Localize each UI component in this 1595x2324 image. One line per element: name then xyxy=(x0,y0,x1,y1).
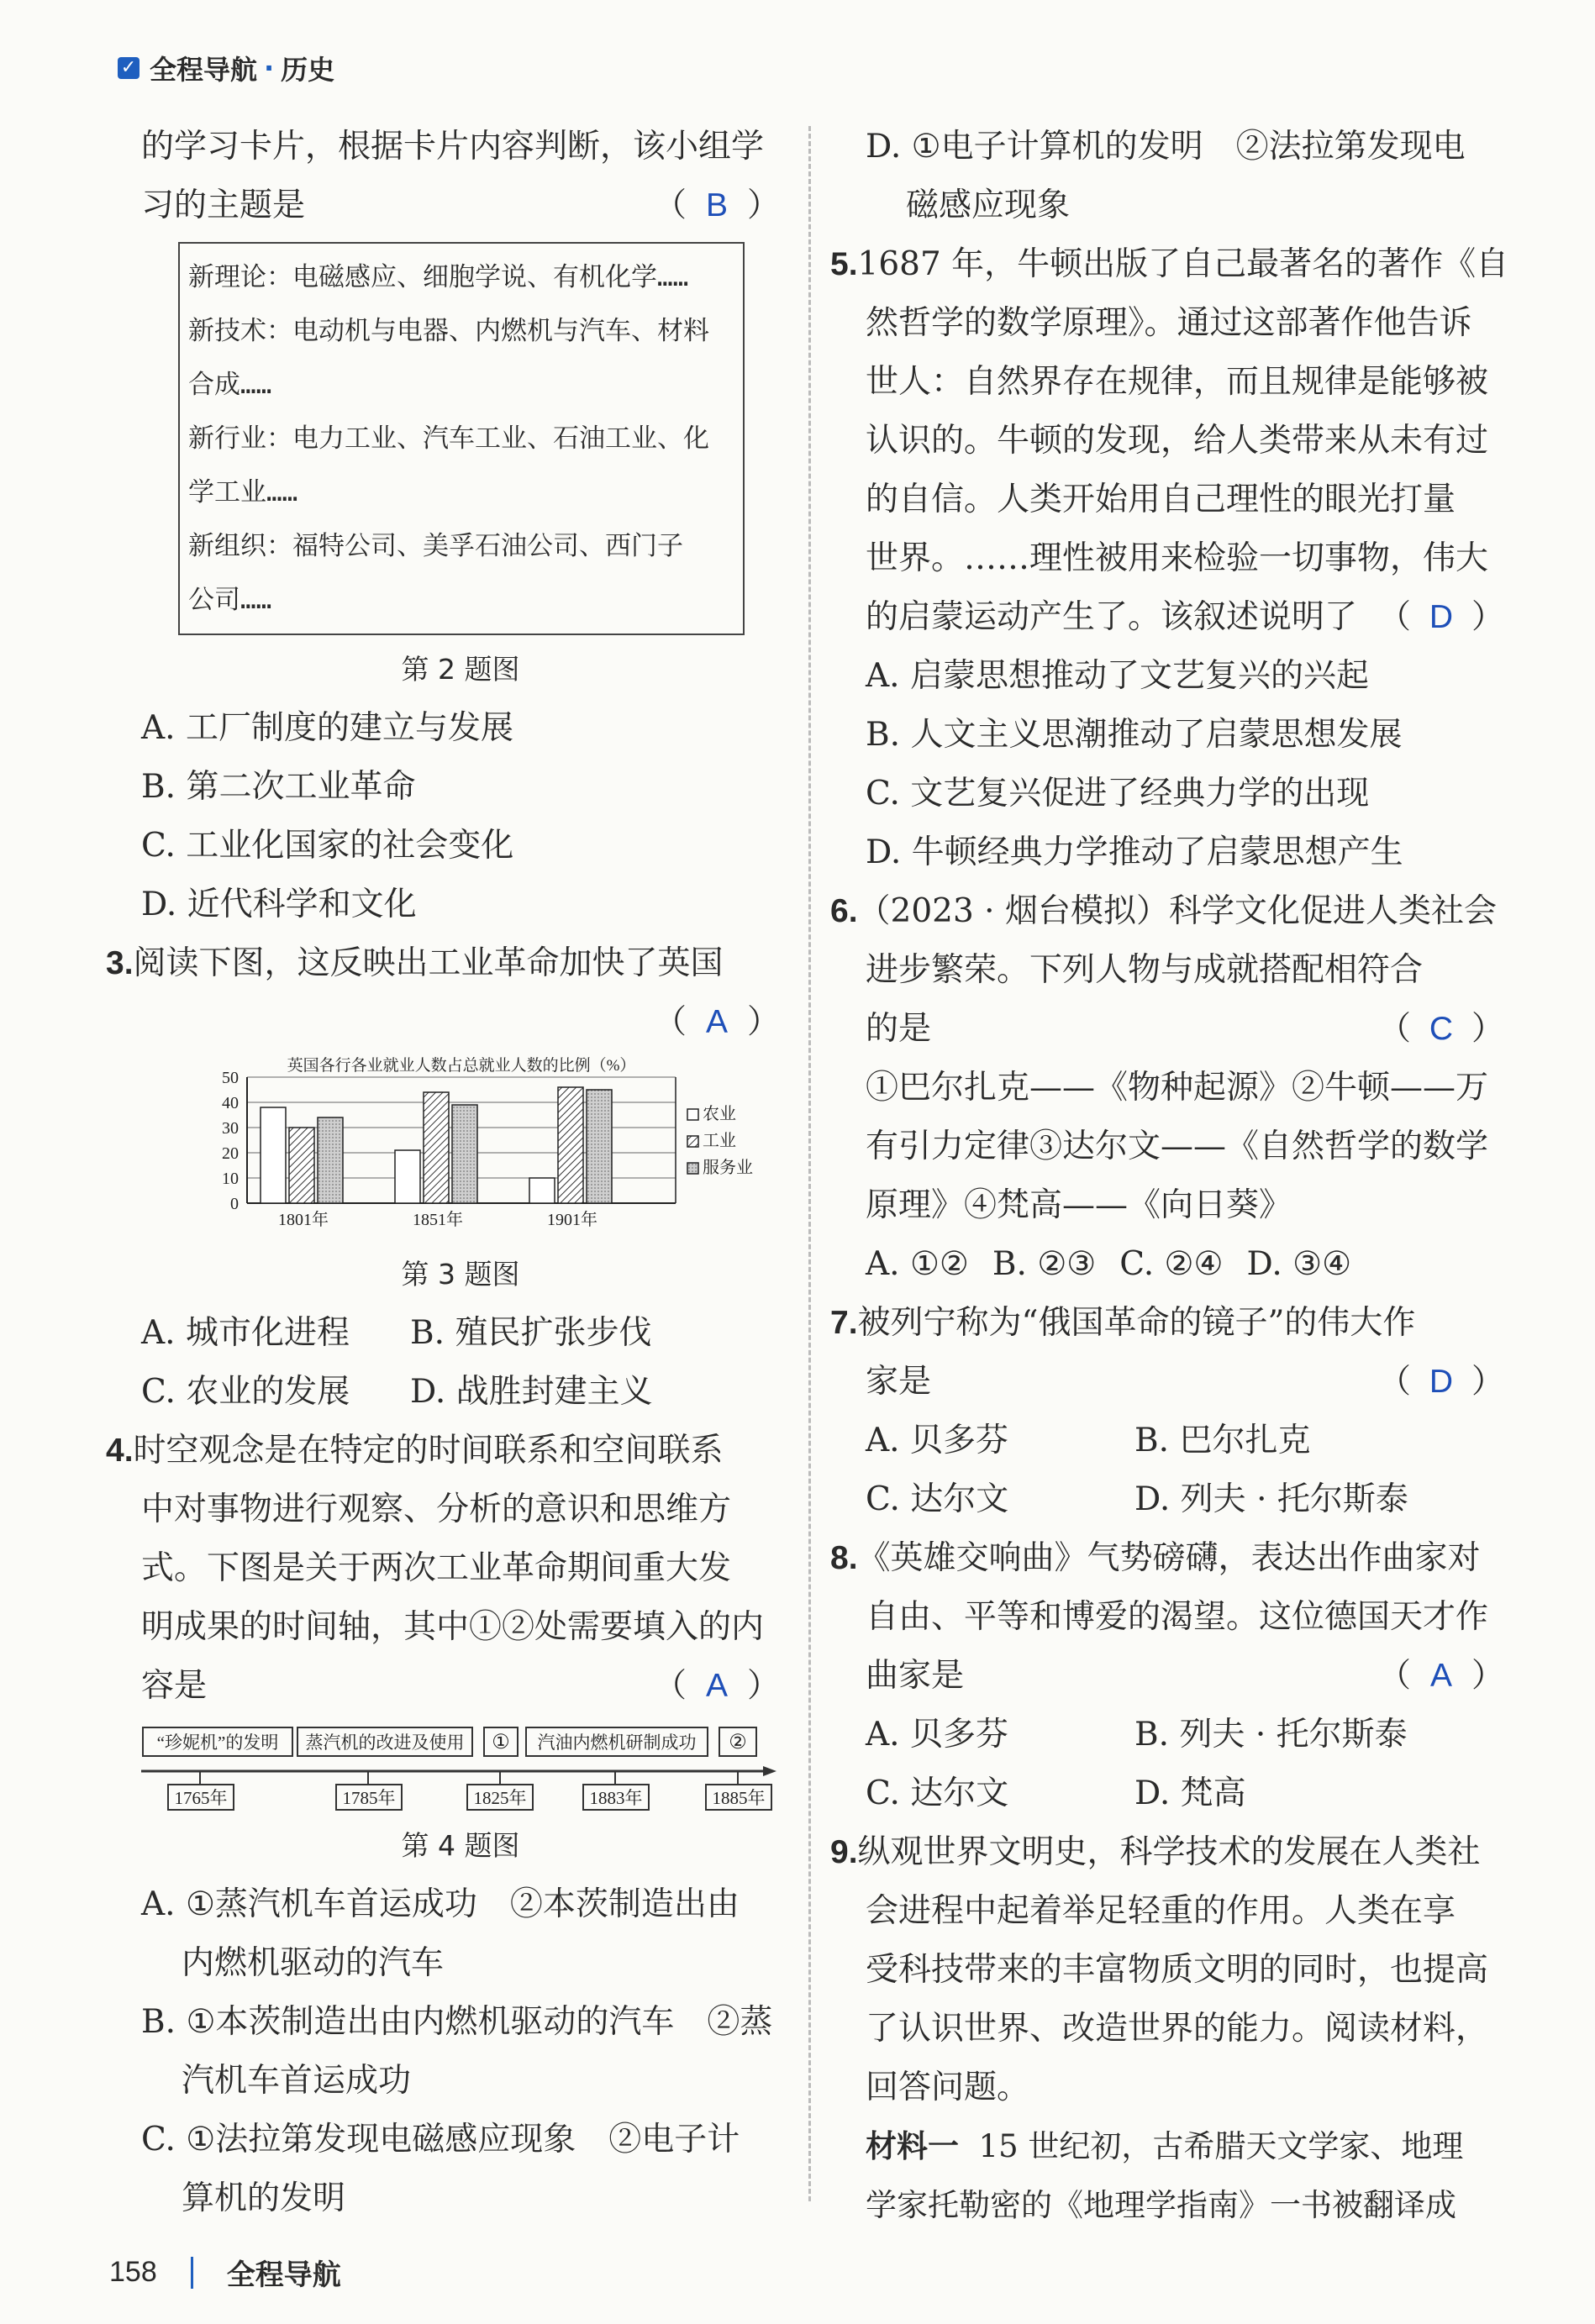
timeline-year: 1785年 xyxy=(342,1788,396,1808)
x-tick-label: 1801年 xyxy=(278,1211,329,1229)
answer-slot: （ D ） xyxy=(1378,588,1504,647)
material-label: 材料一 xyxy=(866,2129,959,2164)
x-tick-label: 1901年 xyxy=(547,1211,597,1229)
answer-letter: A xyxy=(705,1668,728,1704)
option: B. 巴尔扎克 xyxy=(1134,1422,1311,1459)
option-row xyxy=(866,1764,1504,1823)
option: A. 启蒙思想推动了文艺复兴的兴起 xyxy=(866,657,1369,695)
x-tick-label: 1851年 xyxy=(413,1211,463,1229)
question-stem: 受科技带来的丰富物质文明的同时，也提高 xyxy=(866,1951,1489,1989)
legend-swatch xyxy=(687,1109,698,1120)
option: C. ②④ xyxy=(1119,1245,1224,1283)
question-stem: 6.（2023 · 烟台模拟）科学文化促进人类社会 xyxy=(830,892,1497,930)
question-stem: 3.阅读下图，这反映出工业革命加快了英国 xyxy=(106,944,724,982)
answer-slot: （ C ） xyxy=(1378,1000,1504,1059)
option: A. 城市化进程 xyxy=(141,1314,350,1352)
header-dot: · xyxy=(264,52,275,84)
timeline-event: 蒸汽机的改进及使用 xyxy=(305,1732,465,1753)
figure-caption: 第 4 题图 xyxy=(401,1829,520,1862)
question-stem: 9.纵观世界文明史，科学技术的发展在人类社 xyxy=(830,1833,1481,1871)
bar-服务业 xyxy=(587,1090,612,1203)
left-column xyxy=(106,118,780,2228)
timeline-year: 1885年 xyxy=(712,1788,766,1808)
option-continuation: 汽机车首运成功 xyxy=(182,2062,412,2100)
question-stem: 容是 （ A ） xyxy=(141,1657,780,1716)
question-stem: 家是 （ D ） xyxy=(866,1353,1504,1412)
answer-letter: D xyxy=(1429,599,1454,635)
figure-caption: 第 2 题图 xyxy=(401,653,520,686)
timeline-year: 1825年 xyxy=(473,1788,527,1808)
legend-label: 农业 xyxy=(703,1105,736,1123)
question-number: 5. xyxy=(830,246,858,282)
y-tick-label: 40 xyxy=(222,1094,239,1112)
answer-slot: （ A ） xyxy=(654,993,780,1052)
employment-bar-chart xyxy=(183,1052,753,1245)
option-continuation: 内燃机驱动的汽车 xyxy=(182,1944,445,1982)
bar-农业 xyxy=(395,1150,420,1203)
bar-农业 xyxy=(529,1178,555,1203)
option-continuation: 磁感应现象 xyxy=(906,187,1071,224)
option-row xyxy=(141,1304,780,1363)
option: A. 工厂制度的建立与发展 xyxy=(141,709,513,747)
answer-slot: （ A ） xyxy=(654,1657,780,1716)
bar-工业 xyxy=(424,1092,449,1203)
chart-title: 英国各行各业就业人数占总就业人数的比例（%） xyxy=(287,1057,636,1075)
question-stem: 5.1687 年，牛顿出版了自己最著名的著作《自 xyxy=(830,245,1509,283)
bar-工业 xyxy=(289,1128,314,1203)
question-stem: 然哲学的数学原理》。通过这部著作他告诉 xyxy=(866,304,1472,342)
answer-letter: C xyxy=(1429,1011,1454,1047)
answer-slot: （ B ） xyxy=(654,176,780,235)
option: C. 达尔文 xyxy=(866,1775,1009,1812)
answer-slot: （ A ） xyxy=(1378,1647,1504,1706)
question-stem: 中对事物进行观察、分析的意识和思维方 xyxy=(141,1491,732,1528)
legend-label: 工业 xyxy=(703,1132,736,1150)
y-tick-label: 30 xyxy=(222,1119,239,1138)
bar-工业 xyxy=(558,1087,583,1203)
question-stem: 了认识世界、改造世界的能力。阅读材料， xyxy=(866,2010,1489,2048)
timeline-year: 1883年 xyxy=(589,1788,643,1808)
card-line: 学工业…… xyxy=(188,477,298,507)
option: D. ①电子计算机的发明 ②法拉第发现电 xyxy=(866,128,1466,166)
option: D. 列夫 · 托尔斯泰 xyxy=(1134,1480,1408,1518)
bar-服务业 xyxy=(452,1105,477,1203)
question-stem: 式。下图是关于两次工业革命期间重大发 xyxy=(141,1549,732,1587)
option: B. ①本茨制造出由内燃机驱动的汽车 ②蒸 xyxy=(141,2003,773,2041)
option: D. 牛顿经典力学推动了启蒙思想产生 xyxy=(866,833,1403,871)
option: B. 殖民扩张步伐 xyxy=(410,1314,652,1352)
y-tick-label: 50 xyxy=(222,1069,239,1087)
question-stem: 的启蒙运动产生了。该叙述说明了 （ D ） xyxy=(866,588,1504,647)
option: D. ③④ xyxy=(1246,1245,1352,1283)
check-icon: ✓ xyxy=(118,57,139,79)
option-row xyxy=(141,1363,780,1422)
card-line: 新组织：福特公司、美孚石油公司、西门子 xyxy=(188,531,683,561)
bar-服务业 xyxy=(318,1117,343,1203)
question-number: 6. xyxy=(830,893,858,929)
header-subject: 历史 xyxy=(281,54,335,86)
question-number: 8. xyxy=(830,1540,858,1576)
option: D. 梵高 xyxy=(1134,1775,1246,1812)
option: A. ①② xyxy=(866,1245,969,1283)
invention-timeline xyxy=(141,1724,780,1817)
legend-label: 服务业 xyxy=(703,1159,753,1177)
right-column xyxy=(830,118,1509,2235)
material-text: 材料一 15 世纪初，古希腊天文学家、地理 xyxy=(866,2128,1464,2164)
question-number: 4. xyxy=(106,1433,134,1469)
question-stem: 世界。……理性被用来检验一切事物，伟大 xyxy=(866,539,1489,577)
option: D. 战胜封建主义 xyxy=(410,1373,653,1411)
question-stem: 7.被列宁称为“俄国革命的镜子”的伟大作 xyxy=(830,1304,1416,1342)
question-stem: 8.《英雄交响曲》气势磅礴，表达出作曲家对 xyxy=(830,1539,1481,1577)
answer-slot: （ D ） xyxy=(1378,1353,1504,1412)
figure-caption: 第 3 题图 xyxy=(401,1258,520,1291)
question-stem: 明成果的时间轴，其中①②处需要填入的内 xyxy=(141,1608,765,1646)
option: C. ①法拉第发现电磁感应现象 ②电子计 xyxy=(141,2121,740,2158)
legend-swatch xyxy=(687,1136,698,1147)
column-divider xyxy=(808,126,811,2201)
question-number: 7. xyxy=(830,1305,858,1341)
option-row xyxy=(866,1235,1504,1294)
question-stem: 的是 （ C ） xyxy=(866,1000,1504,1059)
timeline-event: ② xyxy=(729,1732,747,1754)
bar-农业 xyxy=(261,1107,286,1203)
study-card xyxy=(178,242,745,635)
option-continuation: 算机的发明 xyxy=(182,2179,346,2217)
question-stem: 回答问题。 xyxy=(866,2069,1030,2106)
timeline-event: ① xyxy=(492,1732,510,1754)
question-stem: 4.时空观念是在特定的时间联系和空间联系 xyxy=(106,1432,724,1470)
timeline-event: “珍妮机”的发明 xyxy=(156,1732,279,1753)
option-row xyxy=(866,1470,1504,1529)
question-number: 9. xyxy=(830,1834,858,1870)
q2-continuation-line: 习的主题是 （ B ） xyxy=(141,176,780,235)
timeline-year: 1765年 xyxy=(174,1788,228,1808)
page-footer xyxy=(109,2252,341,2293)
answer-letter: A xyxy=(705,1004,728,1040)
q2-continuation-line: 的学习卡片，根据卡片内容判断，该小组学 xyxy=(141,128,765,166)
y-tick-label: 20 xyxy=(222,1144,239,1163)
option: B. 列夫 · 托尔斯泰 xyxy=(1134,1716,1408,1754)
question-stem: 的自信。人类开始用自己理性的眼光打量 xyxy=(866,481,1456,518)
question-stem: 自由、平等和博爱的渴望。这位德国天才作 xyxy=(866,1598,1489,1636)
card-line: 新技术：电动机与电器、内燃机与汽车、材料 xyxy=(188,316,709,346)
option: A. 贝多芬 xyxy=(866,1716,1008,1754)
question-stem: 认识的。牛顿的发现，给人类带来从未有过 xyxy=(866,422,1489,460)
card-line: 新理论：电磁感应、细胞学说、有机化学…… xyxy=(188,262,689,292)
timeline-arrowhead xyxy=(763,1766,776,1776)
material-text: 学家托勒密的《地理学指南》一书被翻译成 xyxy=(866,2187,1456,2223)
option: A. 贝多芬 xyxy=(866,1422,1008,1459)
option: C. 农业的发展 xyxy=(141,1373,350,1411)
option: B. ②③ xyxy=(992,1245,1097,1283)
page-number: 158 xyxy=(109,2256,157,2288)
option: D. 近代科学和文化 xyxy=(141,886,417,923)
question-body: 原理》④梵高——《向日葵》 xyxy=(866,1186,1292,1224)
answer-letter: B xyxy=(705,187,728,223)
option: C. 工业化国家的社会变化 xyxy=(141,827,514,865)
running-header xyxy=(118,49,334,87)
legend-swatch xyxy=(687,1163,698,1174)
option: A. ①蒸汽机车首运成功 ②本茨制造出由 xyxy=(141,1885,740,1923)
question-body: ①巴尔扎克——《物种起源》②牛顿——万 xyxy=(866,1069,1489,1107)
y-tick-label: 0 xyxy=(230,1195,239,1213)
footer-separator xyxy=(191,2257,193,2289)
option: B. 第二次工业革命 xyxy=(141,768,416,806)
timeline-event: 汽油内燃机研制成功 xyxy=(537,1732,697,1753)
question-number: 3. xyxy=(106,945,134,981)
option-row xyxy=(866,1412,1504,1470)
question-stem: 进步繁荣。下列人物与成就搭配相符合 xyxy=(866,951,1424,989)
y-tick-label: 10 xyxy=(222,1170,239,1188)
answer-row xyxy=(141,993,780,1052)
question-stem: 曲家是 （ A ） xyxy=(866,1647,1504,1706)
option: C. 文艺复兴促进了经典力学的出现 xyxy=(866,775,1370,812)
option: C. 达尔文 xyxy=(866,1480,1009,1518)
header-brand: 全程导航 xyxy=(150,54,258,86)
footer-brand: 全程导航 xyxy=(226,2259,341,2291)
question-stem: 世人：自然界存在规律，而且规律是能够被 xyxy=(866,363,1489,401)
question-stem: 会进程中起着举足轻重的作用。人类在享 xyxy=(866,1892,1456,1930)
option: B. 人文主义思潮推动了启蒙思想发展 xyxy=(866,716,1403,754)
card-line: 合成…… xyxy=(188,370,272,400)
card-line: 新行业：电力工业、汽车工业、石油工业、化 xyxy=(188,423,709,454)
card-line: 公司…… xyxy=(188,585,272,615)
option-row xyxy=(866,1706,1504,1764)
question-body: 有引力定律③达尔文——《自然哲学的数学 xyxy=(866,1128,1489,1165)
answer-letter: D xyxy=(1429,1364,1454,1400)
answer-letter: A xyxy=(1429,1658,1452,1694)
